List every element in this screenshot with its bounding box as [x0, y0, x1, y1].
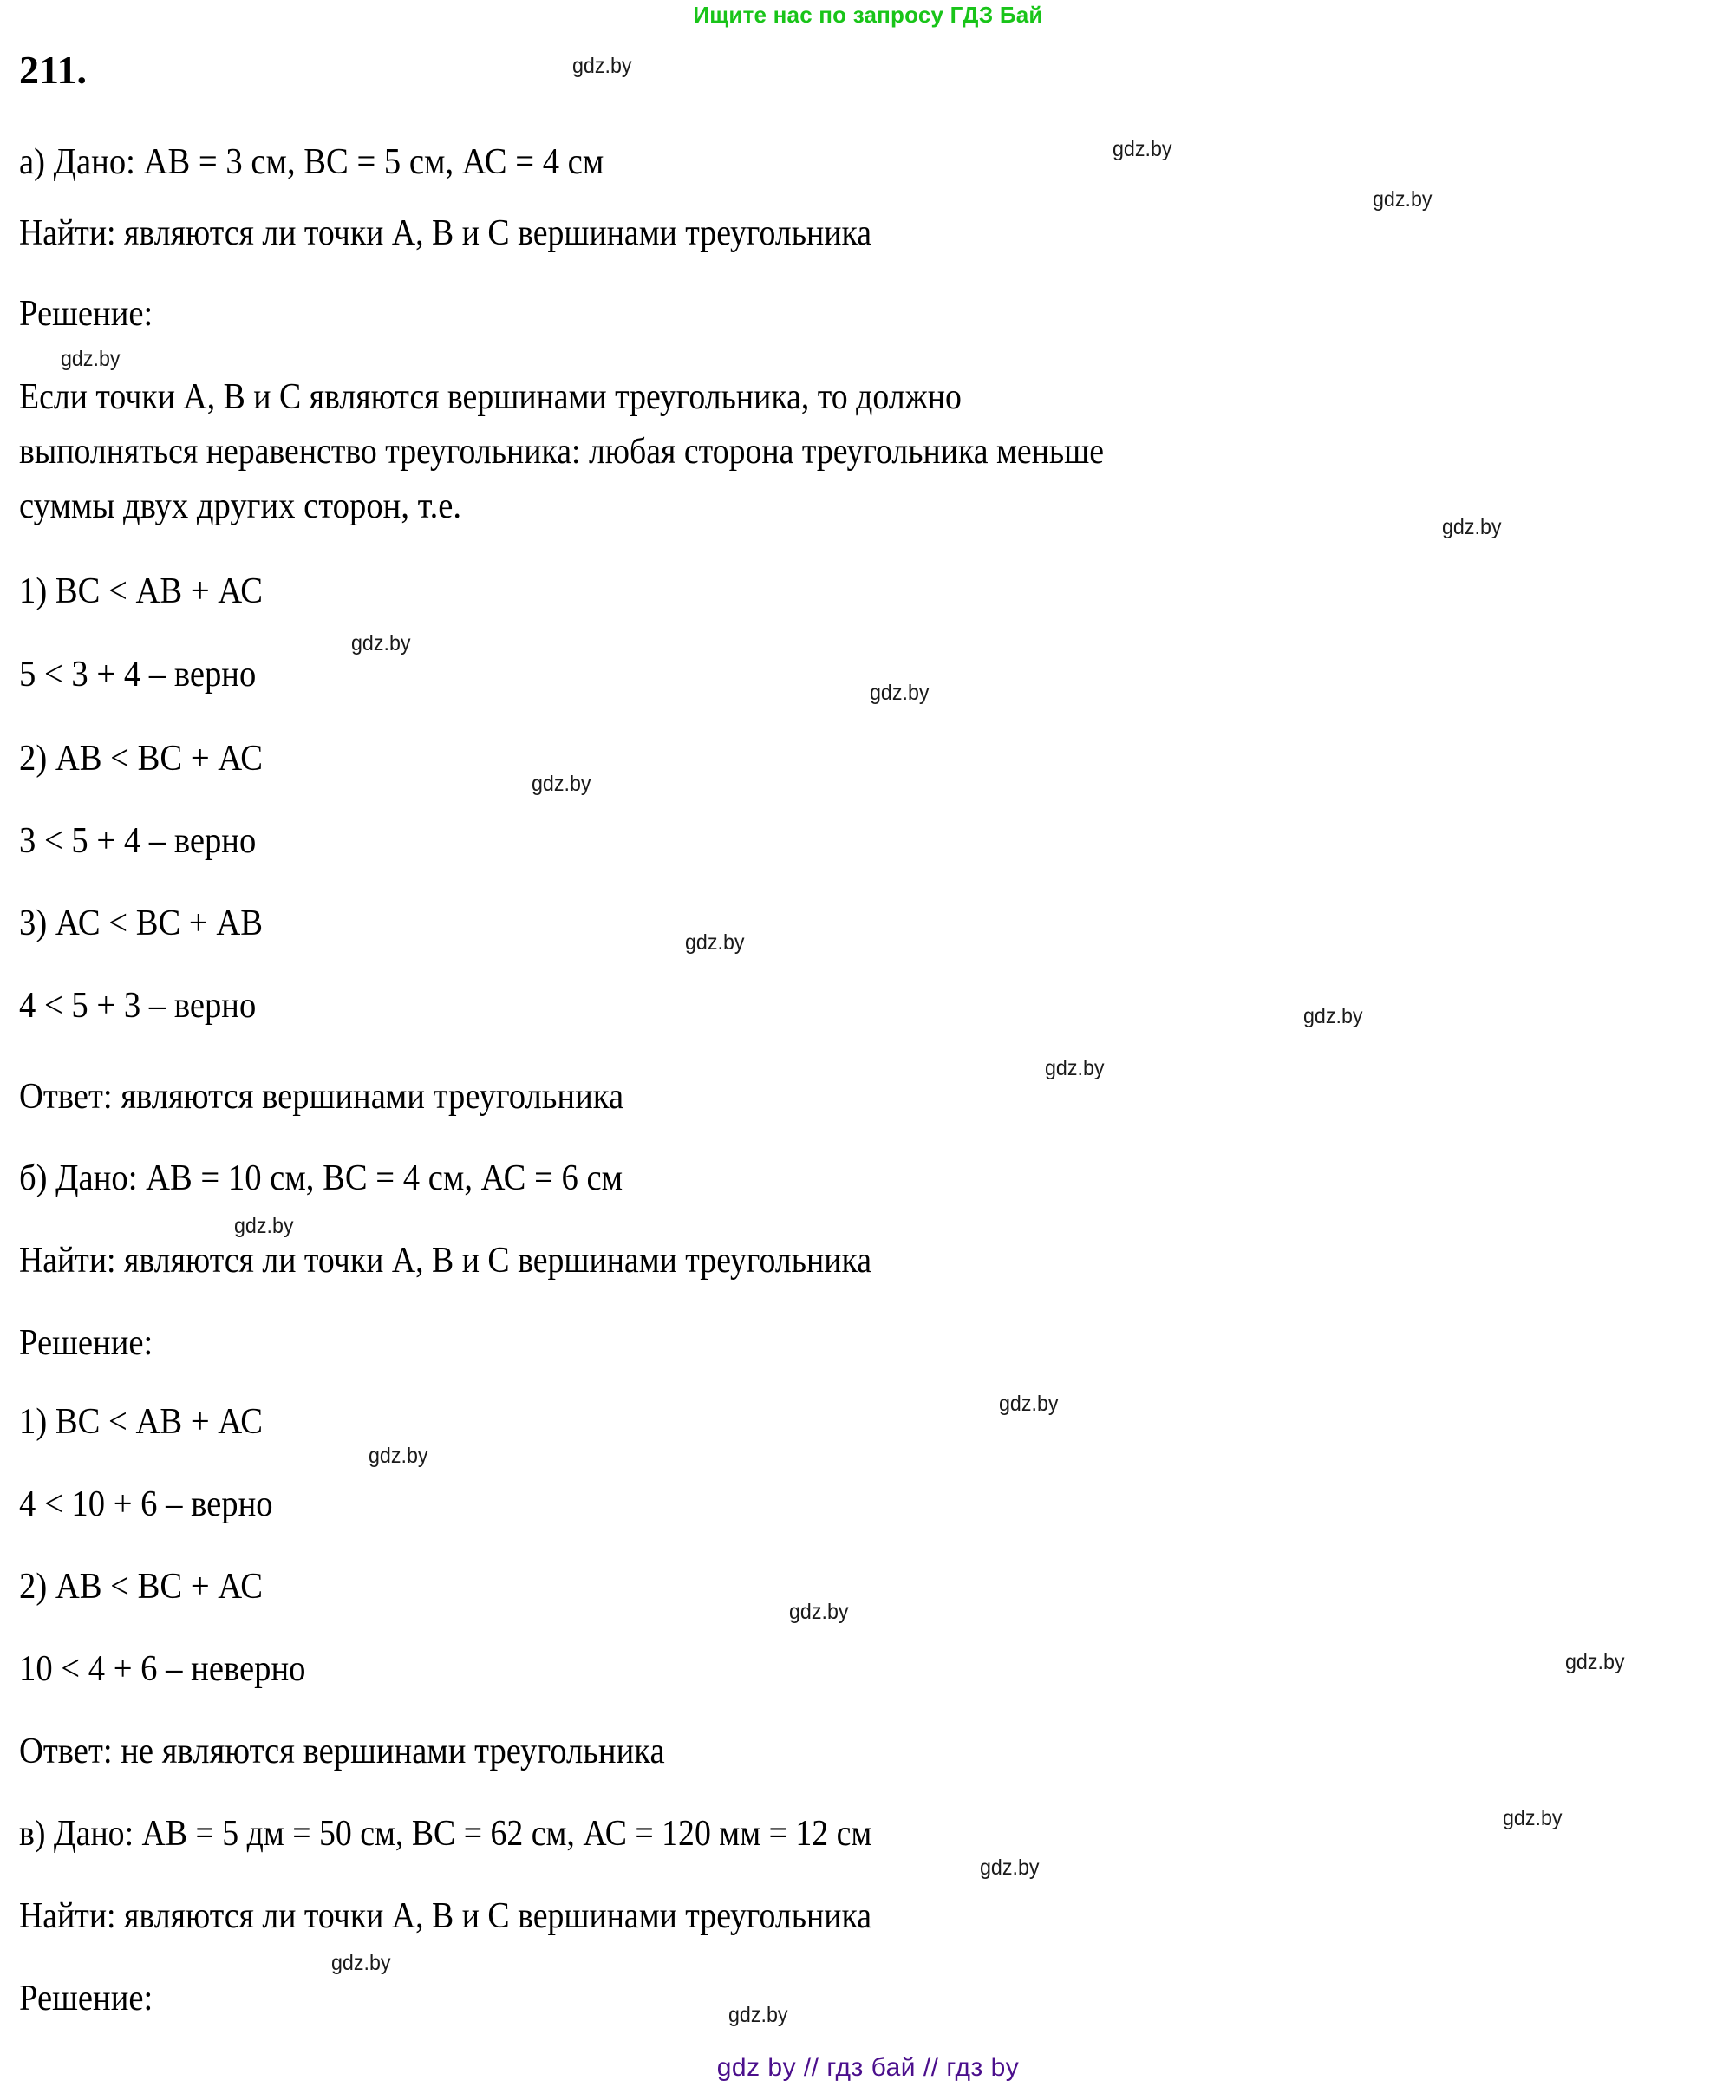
text-line-a-solution: Решение: [19, 294, 153, 334]
watermark: gdz.by [1565, 1650, 1625, 1674]
watermark: gdz.by [980, 1855, 1040, 1880]
text-line-a-find: Найти: являются ли точки А, В и С вершинами треугольника [19, 213, 872, 253]
watermark: gdz.by [728, 2003, 788, 2027]
text-line-v-given: в) Дано: АВ = 5 дм = 50 см, ВС = 62 см, АС = 120 мм = 12 см [19, 1814, 872, 1854]
text-line-b-solution: Решение: [19, 1323, 153, 1363]
text-line-a-given: а) Дано: АВ = 3 см, ВС = 5 см, АС = 4 см [19, 142, 604, 182]
text-line-b-calc-2: 10 < 4 + 6 – неверно [19, 1649, 306, 1689]
text-line-a-ineq-3: 3) АС < ВС + АВ [19, 903, 264, 943]
watermark: gdz.by [999, 1392, 1059, 1416]
watermark: gdz.by [1303, 1004, 1363, 1028]
text-line-b-ineq-2: 2) АВ < ВС + АС [19, 1567, 264, 1607]
text-line-a-ineq-1: 1) ВС < АВ + АС [19, 571, 264, 611]
watermark: gdz.by [61, 347, 121, 371]
text-line-b-calc-1: 4 < 10 + 6 – верно [19, 1484, 273, 1524]
text-line-a-ineq-2: 2) АВ < ВС + АС [19, 739, 264, 779]
watermark: gdz.by [351, 631, 411, 655]
text-line-theory-1: Если точки А, В и С являются вершинами треугольника, то должно [19, 377, 962, 417]
text-line-theory-3: суммы двух других сторон, т.е. [19, 486, 462, 526]
watermark: gdz.by [1442, 515, 1502, 539]
text-line-a-calc-2: 3 < 5 + 4 – верно [19, 821, 257, 861]
watermark: gdz.by [331, 1951, 391, 1975]
text-line-b-answer: Ответ: не являются вершинами треугольника [19, 1732, 665, 1771]
text-line-a-calc-1: 5 < 3 + 4 – верно [19, 655, 257, 695]
text-line-a-calc-3: 4 < 5 + 3 – верно [19, 986, 257, 1026]
text-line-b-ineq-1: 1) ВС < АВ + АС [19, 1402, 264, 1442]
text-line-b-find: Найти: являются ли точки А, В и С вершинами треугольника [19, 1241, 872, 1281]
watermark: gdz.by [1503, 1806, 1563, 1830]
text-line-v-find: Найти: являются ли точки А, В и С вершинами треугольника [19, 1896, 872, 1936]
watermark: gdz.by [369, 1444, 428, 1468]
watermark: gdz.by [1373, 187, 1433, 212]
watermark: gdz.by [532, 772, 591, 796]
text-line-b-given: б) Дано: АВ = 10 см, ВС = 4 см, АС = 6 см [19, 1158, 623, 1198]
footer-links: gdz by // гдз бай // гдз by [716, 2053, 1020, 2082]
text-line-a-answer: Ответ: являются вершинами треугольника [19, 1077, 624, 1117]
text-line-v-solution: Решение: [19, 1979, 153, 2018]
promo-banner: Ищите нас по запросу ГДЗ Бай [693, 2, 1043, 28]
watermark: gdz.by [1113, 137, 1172, 161]
watermark: gdz.by [789, 1600, 849, 1624]
text-line-theory-2: выполняться неравенство треугольника: любая сторона треугольника меньше [19, 432, 1105, 472]
watermark: gdz.by [572, 54, 632, 78]
watermark: gdz.by [234, 1214, 294, 1238]
watermark: gdz.by [685, 930, 745, 955]
watermark: gdz.by [1045, 1056, 1105, 1080]
task-number: 211. [19, 48, 87, 92]
watermark: gdz.by [870, 681, 930, 705]
